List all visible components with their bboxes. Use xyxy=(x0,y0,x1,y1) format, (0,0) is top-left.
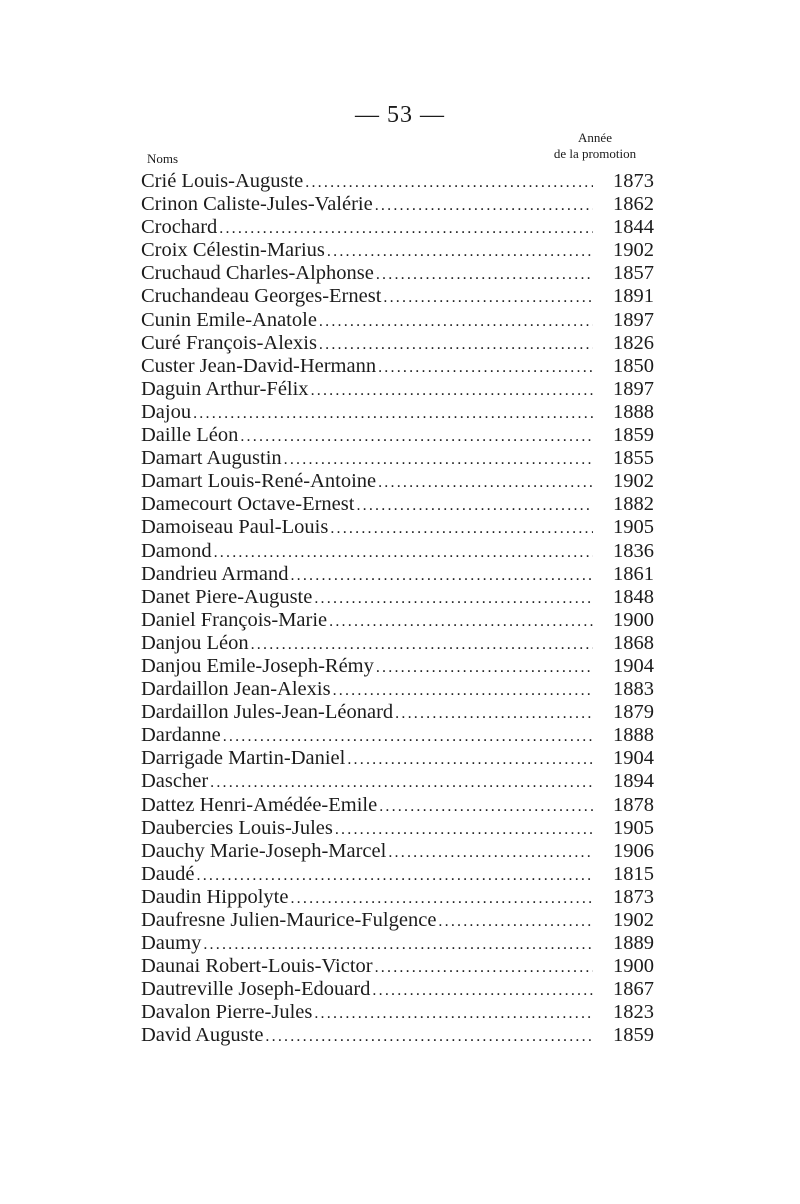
dot-leader xyxy=(379,795,593,818)
entry-year: 1836 xyxy=(613,539,654,562)
entry-name: Damond xyxy=(141,539,212,562)
entry-year: 1879 xyxy=(613,701,654,724)
entry-name: Darrigade Martin-Daniel xyxy=(141,747,346,770)
dot-leader xyxy=(214,541,593,564)
entry-year: 1891 xyxy=(613,285,654,308)
entry-name: Daumy xyxy=(141,932,202,955)
list-item xyxy=(141,216,661,239)
entry-name: Daniel François-Marie xyxy=(141,608,328,631)
entry-name: Damart Louis-René-Antoine xyxy=(141,470,377,493)
dot-leader xyxy=(438,910,593,933)
promotion-year-header-line2: de la promotion xyxy=(553,146,637,161)
list-item xyxy=(141,747,661,770)
promotion-year-header-line1: Année xyxy=(578,130,612,145)
dot-leader xyxy=(335,818,593,841)
entry-year: 1857 xyxy=(613,262,654,285)
entry-name: Damoiseau Paul-Louis xyxy=(141,516,329,539)
list-item xyxy=(141,955,661,978)
list-item xyxy=(141,932,661,955)
entry-year: 1855 xyxy=(613,447,654,470)
entry-year: 1900 xyxy=(613,608,654,631)
list-item xyxy=(141,794,661,817)
dot-leader xyxy=(319,310,593,333)
list-item xyxy=(141,285,661,308)
promotion-year-column-header xyxy=(520,130,670,162)
entry-year: 1867 xyxy=(613,978,654,1001)
dot-leader xyxy=(223,725,593,748)
dot-leader xyxy=(319,333,593,356)
dot-leader xyxy=(376,263,593,286)
list-item xyxy=(141,909,661,932)
entry-year: 1900 xyxy=(613,955,654,978)
list-item xyxy=(141,863,661,886)
entry-year: 1815 xyxy=(613,862,654,885)
list-item xyxy=(141,563,661,586)
entry-name: Dattez Henri-Amédée-Emile xyxy=(141,793,378,816)
entry-year: 1826 xyxy=(613,331,654,354)
list-item xyxy=(141,401,661,424)
dot-leader xyxy=(311,379,593,402)
dot-leader xyxy=(197,864,593,887)
entry-name: Daunai Robert-Louis-Victor xyxy=(141,955,373,978)
entry-year: 1902 xyxy=(613,239,654,262)
list-item xyxy=(141,540,661,563)
entry-year: 1888 xyxy=(613,724,654,747)
dot-leader xyxy=(193,402,593,425)
entry-name: Damecourt Octave-Ernest xyxy=(141,493,355,516)
entry-name: Crié Louis-Auguste xyxy=(141,170,304,192)
dot-leader xyxy=(327,240,593,263)
dot-leader xyxy=(240,425,593,448)
entry-year: 1888 xyxy=(613,400,654,423)
entry-year: 1882 xyxy=(613,493,654,516)
entry-name: Daille Léon xyxy=(141,424,239,447)
dot-leader xyxy=(265,1025,593,1048)
entry-name: Custer Jean-David-Hermann xyxy=(141,354,377,377)
entry-year: 1862 xyxy=(613,193,654,216)
dot-leader xyxy=(290,887,593,910)
list-item xyxy=(141,655,661,678)
entry-year: 1868 xyxy=(613,631,654,654)
entry-name: Dardaillon Jules-Jean-Léonard xyxy=(141,701,394,724)
entry-year: 1873 xyxy=(613,885,654,908)
entry-name: Dajou xyxy=(141,400,192,423)
entry-year: 1878 xyxy=(613,793,654,816)
dot-leader xyxy=(203,933,593,956)
entry-name: Danet Piere-Auguste xyxy=(141,585,313,608)
dot-leader xyxy=(210,771,593,794)
entry-name: Dardanne xyxy=(141,724,221,747)
dot-leader xyxy=(378,471,593,494)
entry-name: Dandrieu Armand xyxy=(141,562,289,585)
entry-year: 1861 xyxy=(613,562,654,585)
entry-year: 1859 xyxy=(613,1024,654,1047)
list-item xyxy=(141,586,661,609)
dot-leader xyxy=(375,956,593,979)
entry-year: 1850 xyxy=(613,354,654,377)
dot-leader xyxy=(330,517,593,540)
dot-leader xyxy=(219,217,593,240)
name-list xyxy=(141,170,661,1048)
entry-year: 1904 xyxy=(613,747,654,770)
list-item xyxy=(141,1001,661,1024)
list-item xyxy=(141,632,661,655)
list-item xyxy=(141,840,661,863)
entry-name: Dardaillon Jean-Alexis xyxy=(141,678,331,701)
dot-leader xyxy=(314,587,593,610)
entry-year: 1905 xyxy=(613,816,654,839)
entry-name: Crinon Caliste-Jules-Valérie xyxy=(141,193,373,216)
dot-leader xyxy=(290,564,593,587)
entry-name: David Auguste xyxy=(141,1024,264,1047)
list-item xyxy=(141,170,661,193)
names-column-header: Noms xyxy=(147,151,179,166)
entry-year: 1905 xyxy=(613,516,654,539)
dot-leader xyxy=(383,286,593,309)
dot-leader xyxy=(333,679,593,702)
entry-year: 1897 xyxy=(613,377,654,400)
entry-name: Daubercies Louis-Jules xyxy=(141,816,333,839)
entry-year: 1897 xyxy=(613,308,654,331)
dot-leader xyxy=(375,194,593,217)
list-item xyxy=(141,724,661,747)
entry-year: 1904 xyxy=(613,654,654,677)
list-item xyxy=(141,770,661,793)
dot-leader xyxy=(329,610,593,633)
entry-year: 1902 xyxy=(613,909,654,931)
entry-name: Cruchandeau Georges-Ernest xyxy=(141,285,382,308)
entry-year: 1848 xyxy=(613,585,654,608)
list-item xyxy=(141,424,661,447)
entry-year: 1859 xyxy=(613,424,654,447)
entry-name: Daudé xyxy=(141,862,195,885)
dot-leader xyxy=(251,633,593,656)
dot-leader xyxy=(378,356,593,379)
dot-leader xyxy=(347,748,593,771)
entry-name: Damart Augustin xyxy=(141,447,282,470)
list-item xyxy=(141,193,661,216)
entry-name: Curé François-Alexis xyxy=(141,331,317,354)
list-item xyxy=(141,701,661,724)
list-item xyxy=(141,239,661,262)
list-item xyxy=(141,817,661,840)
entry-name: Crochard xyxy=(141,216,218,239)
entry-year: 1883 xyxy=(613,678,654,701)
entry-name: Daufresne Julien-Maurice-Fulgence xyxy=(141,909,437,931)
entry-year: 1823 xyxy=(613,1001,654,1024)
dot-leader xyxy=(314,1002,593,1025)
dot-leader xyxy=(376,656,593,679)
entry-year: 1894 xyxy=(613,770,654,793)
entry-year: 1889 xyxy=(613,932,654,955)
entry-name: Daudin Hippolyte xyxy=(141,885,289,908)
list-item xyxy=(141,470,661,493)
entry-name: Dautreville Joseph-Edouard xyxy=(141,978,371,1001)
page-number: — 53 — xyxy=(355,102,445,128)
entry-name: Danjou Emile-Joseph-Rémy xyxy=(141,654,374,677)
list-item xyxy=(141,447,661,470)
entry-year: 1906 xyxy=(613,839,654,862)
list-item xyxy=(141,309,661,332)
entry-name: Cunin Emile-Anatole xyxy=(141,308,317,331)
entry-year: 1844 xyxy=(613,216,654,239)
entry-name: Daguin Arthur-Félix xyxy=(141,377,309,400)
entry-name: Croix Célestin-Marius xyxy=(141,239,325,262)
entry-name: Dauchy Marie-Joseph-Marcel xyxy=(141,839,387,862)
entry-name: Danjou Léon xyxy=(141,631,249,654)
entry-name: Davalon Pierre-Jules xyxy=(141,1001,313,1024)
list-item xyxy=(141,678,661,701)
list-item xyxy=(141,332,661,355)
list-item xyxy=(141,378,661,401)
dot-leader xyxy=(372,979,593,1002)
list-item xyxy=(141,1024,661,1047)
dot-leader xyxy=(305,171,593,194)
dot-leader xyxy=(356,494,593,517)
list-item xyxy=(141,886,661,909)
list-item xyxy=(141,493,661,516)
list-item xyxy=(141,609,661,632)
list-item xyxy=(141,978,661,1001)
list-item xyxy=(141,516,661,539)
entry-name: Dascher xyxy=(141,770,209,793)
dot-leader xyxy=(284,448,593,471)
entry-year: 1902 xyxy=(613,470,654,493)
entry-name: Cruchaud Charles-Alphonse xyxy=(141,262,374,285)
list-item xyxy=(141,355,661,378)
dot-leader xyxy=(395,702,593,725)
entry-year: 1873 xyxy=(613,170,654,192)
list-item xyxy=(141,262,661,285)
dot-leader xyxy=(388,841,593,864)
